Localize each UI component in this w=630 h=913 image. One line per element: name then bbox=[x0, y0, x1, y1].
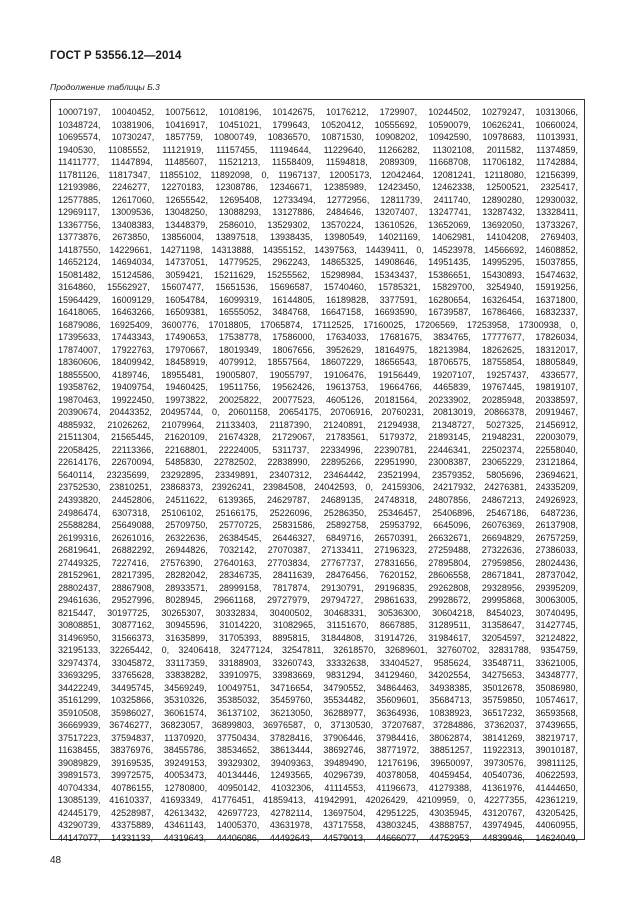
table-line: 10695574, 10730247, 1857759, 10800749, 10836570, 10871530, 10908202, 10942590, 10978683, 11013931, bbox=[58, 132, 578, 143]
table-line: 17874007, 17922763, 17970667, 18019349, 18067656, 3952629, 18164975, 18213984, 18262625, 18312017, bbox=[58, 344, 578, 355]
table-line: 5640114, 23235699, 23292895, 23349891, 23407312, 23464442, 23521994, 23579352, 5805696, 23694621, bbox=[58, 469, 578, 480]
table-line: 13085139, 41610337, 41693349, 41776451, 41859413, 41942991, 42026429, 42109959, 0, 42277355, 42361219, bbox=[58, 795, 578, 806]
table-line: 3164860, 15562927, 15607477, 15651536, 15696587, 15740460, 15785321, 15829700, 3254940, 15919256, bbox=[58, 282, 578, 293]
page-number: 48 bbox=[50, 855, 62, 866]
table-line: 32974374, 33045872, 33117359, 33188903, 33260743, 33332638, 33404527, 9585624, 33548711, 33621005, bbox=[58, 657, 578, 668]
table-line: 21511304, 21565445, 21620109, 21674328, 21729067, 21783561, 5179372, 21893145, 21948231, 22003079, bbox=[58, 432, 578, 443]
table-line: 10348724, 10381906, 10416917, 10451021, 1799643, 10520412, 10555692, 10590079, 10626241, 10660024, bbox=[58, 119, 578, 130]
table-line: 28152961, 28217395, 28282042, 28346735, 28411639, 28476456, 7620152, 28606558, 28671841, 28737042, bbox=[58, 570, 578, 581]
table-line: 35161299, 10325866, 35310326, 35385032, 35459760, 35534482, 35609601, 35684713, 35759850, 10574617, bbox=[58, 695, 578, 706]
table-line: 43290739, 43375889, 43461143, 14005370, 43631978, 43717558, 43803245, 43888757, 43974945, 44060955, bbox=[58, 820, 578, 831]
table-line: 14652124, 14694034, 14737051, 14779525, 2962243, 14865325, 14908646, 14951435, 14995295, 15037855, bbox=[58, 257, 578, 268]
standard-designation: ГОСТ Р 53556.12—2014 bbox=[50, 50, 182, 62]
table-line: 14187550, 14229661, 14271198, 14313888, 14355152, 14397563, 14439411, 0, 14523978, 14566692, 14608852, bbox=[58, 244, 578, 255]
table-frame bbox=[50, 99, 585, 843]
table-line: 29461636, 29527996, 8028945, 29661168, 29727979, 29794727, 29861633, 29928672, 29995868, 30063005, bbox=[58, 595, 578, 606]
table-line: 11411777, 11447894, 11485607, 11521213, 11558409, 11594818, 2089309, 11668708, 11706182, 11742884, bbox=[58, 157, 578, 168]
table-line: 24986474, 6307318, 25106102, 25166175, 25226096, 25286350, 25346457, 25406896, 25467186, 6487236, bbox=[58, 507, 578, 518]
table-line: 27449325, 7227416, 27576390, 27640163, 27703834, 27767737, 27831656, 27895804, 27959856, 28024436, bbox=[58, 557, 578, 568]
table-line: 35910508, 35986027, 36061574, 36137102, 36213050, 36288977, 36364936, 10838923, 36517232, 36593568, bbox=[58, 707, 578, 718]
table-line: 18360606, 18409942, 18458919, 4079912, 18557564, 18607229, 18656543, 18706575, 18755854, 18805849, bbox=[58, 357, 578, 368]
table-caption: Продолжение таблицы Б.3 bbox=[50, 82, 160, 92]
table-body bbox=[58, 106, 578, 844]
table-line: 39891573, 39972575, 40053473, 40134446, 12493565, 40296739, 40378058, 40459454, 40540736, 40622593, bbox=[58, 770, 578, 781]
table-line: 19358762, 19409754, 19460425, 19511756, 19562426, 19613753, 19664766, 4465839, 19767445, 19819107, bbox=[58, 382, 578, 393]
table-line: 18855500, 4189746, 18955481, 19005807, 19055797, 19106476, 19156449, 19207107, 19257437, 4336577, bbox=[58, 369, 578, 380]
table-line: 13367756, 13408383, 13448379, 2586010, 13529302, 13570224, 13610526, 13652069, 13692050, 13733267, bbox=[58, 219, 578, 230]
table-line: 40704334, 40786155, 12780800, 40950142, 41032306, 41114553, 41196673, 41279388, 41361976, 41444650, bbox=[58, 782, 578, 793]
table-line: 11638455, 38376976, 38455786, 38534652, 38613444, 38692746, 38771972, 38851257, 11922313, 39010187, bbox=[58, 745, 578, 756]
table-line: 34422249, 34495745, 34569249, 10049751, 34716654, 34790552, 34864463, 34938385, 35012678, 35086980, bbox=[58, 682, 578, 693]
table-line: 16879086, 16925409, 3600776, 17018805, 17065874, 17112525, 17160025, 17206569, 17253958, 17300938, 0, bbox=[58, 319, 578, 330]
table-line: 12577885, 12617060, 12655542, 12695408, 12733494, 12772956, 12811739, 2411740, 12890280, 12930032, bbox=[58, 194, 578, 205]
table-line: 4885932, 21026262, 21079964, 21133403, 21187390, 21240891, 21294938, 21348727, 5027325, 21456912, bbox=[58, 419, 578, 430]
table-line: 26199316, 26261016, 26322636, 26384545, 26446327, 6849716, 26570391, 26632671, 26694829, 26757259, bbox=[58, 532, 578, 543]
table-line: 22058425, 22113366, 22168801, 22224005, 5311737, 22334996, 22390781, 22446341, 22502374, 22558040, bbox=[58, 444, 578, 455]
table-line: 20390674, 20443352, 20495744, 0, 20601158, 20654175, 20706916, 20760231, 20813019, 20866378, 20919467, bbox=[58, 407, 578, 418]
table-line: 26819641, 26882292, 26944826, 7032142, 27070387, 27133411, 27196323, 27259488, 27322636, 27386033, bbox=[58, 545, 578, 556]
table-line: 36669939, 36746277, 36823057, 36899803, 36976587, 0, 37130530, 37207687, 37284886, 37362037, 37439655, bbox=[58, 720, 578, 731]
table-line: 32195133, 32265442, 0, 32406418, 32477124, 32547811, 32618570, 32689601, 32760702, 32831788, 9354759, bbox=[58, 645, 578, 656]
table-line: 39089829, 39169535, 39249153, 39329302, 39409363, 39489490, 12176196, 39650097, 39730576, 39811125, bbox=[58, 757, 578, 768]
table-line: 10007197, 10040452, 10075612, 10108196, 10142675, 10176212, 1729907, 10244502, 10279247, 10313066, bbox=[58, 107, 578, 117]
table-line: 12193986, 2246277, 12270183, 12308786, 12346671, 12385989, 12423450, 12462338, 12500521, 2325417, bbox=[58, 182, 578, 193]
table-line: 15081482, 15124586, 3059421, 15211629, 15255562, 15298984, 15343437, 15386651, 15430893, 15474632, bbox=[58, 269, 578, 280]
table-line: 16418065, 16463266, 16509381, 16555052, 3484768, 16647158, 16693590, 16739587, 16786466, 16832337, bbox=[58, 307, 578, 318]
table-line: 30808851, 30877162, 30945596, 31014220, 31082965, 31151670, 8667885, 31289511, 31358647, 31427745, bbox=[58, 620, 578, 631]
table-line: 8215447, 30197725, 30265307, 30332834, 30400502, 30468331, 30536300, 30604218, 8454023, 30740495, bbox=[58, 607, 578, 618]
table-line: 37517223, 37594837, 11370920, 37750434, 37828416, 37906446, 37984416, 38062874, 38141269, 38219717, bbox=[58, 732, 578, 743]
table-line: 31496950, 31566373, 31635899, 31705393, 8895815, 31844808, 31914726, 31984617, 32054597, 32124822, bbox=[58, 632, 578, 643]
table-line: 11781126, 11817347, 11855102, 11892098, 0, 11967137, 12005173, 12042464, 12081241, 12118080, 12156399, bbox=[58, 169, 578, 180]
table-line: 17395633, 17443343, 17490653, 17538778, 17586000, 17634033, 17681675, 3834765, 17777677, 17826034, bbox=[58, 332, 578, 343]
table-line: 24393820, 24452806, 24511622, 6139365, 24629787, 24689135, 24748318, 24807856, 24867213, 24926923, bbox=[58, 494, 578, 505]
table-line: 19870463, 19922450, 19973822, 20025822, 20077523, 4605126, 20181564, 20233902, 20285948, 20338597, bbox=[58, 394, 578, 405]
table-line: 44147077, 14331133, 44319643, 44406086, 44492643, 44579013, 44666077, 44752953, 44839946, 14624049, bbox=[58, 832, 578, 843]
table-line: 22614176, 22670094, 5485830, 22782502, 22838990, 22895266, 22951990, 23008387, 23065229, 23121864, bbox=[58, 457, 578, 468]
table-line: 42445179, 42528987, 42613432, 42697723, 42782114, 13697504, 42951225, 43035945, 43120767, 43205425, bbox=[58, 807, 578, 818]
table-line: 25588284, 25649088, 25709750, 25770725, 25831586, 25892758, 25953792, 6645096, 26076369, 26137908, bbox=[58, 520, 578, 531]
table-line: 1940530, 11085552, 11121919, 11157455, 11194644, 11229640, 11266282, 11302108, 2011582, 11374859, bbox=[58, 144, 578, 155]
table-line: 23752530, 23810251, 23868373, 23926241, 23984508, 24042593, 0, 24159306, 24217932, 24276381, 24335209, bbox=[58, 482, 578, 493]
table-line: 12969117, 13009536, 13048250, 13088293, 13127886, 2484646, 13207407, 13247741, 13287432, 13328411, bbox=[58, 207, 578, 218]
document-header bbox=[50, 50, 181, 62]
table-line: 33693295, 33765628, 33838282, 33910975, 33983669, 9831294, 34129460, 34202554, 34275653, 34348777, bbox=[58, 670, 578, 681]
table-line: 13773876, 2673850, 13856004, 13897518, 13938435, 13980549, 14021169, 14062981, 14104208, 2769403, bbox=[58, 232, 578, 243]
table-line: 15964429, 16009129, 16054784, 16099319, 16144805, 16189828, 3377591, 16280654, 16326454, 16371800, bbox=[58, 294, 578, 305]
table-line: 28802437, 28867908, 28933571, 28999158, 7817874, 29130791, 29196835, 29262808, 29328956, 29395209, bbox=[58, 582, 578, 593]
